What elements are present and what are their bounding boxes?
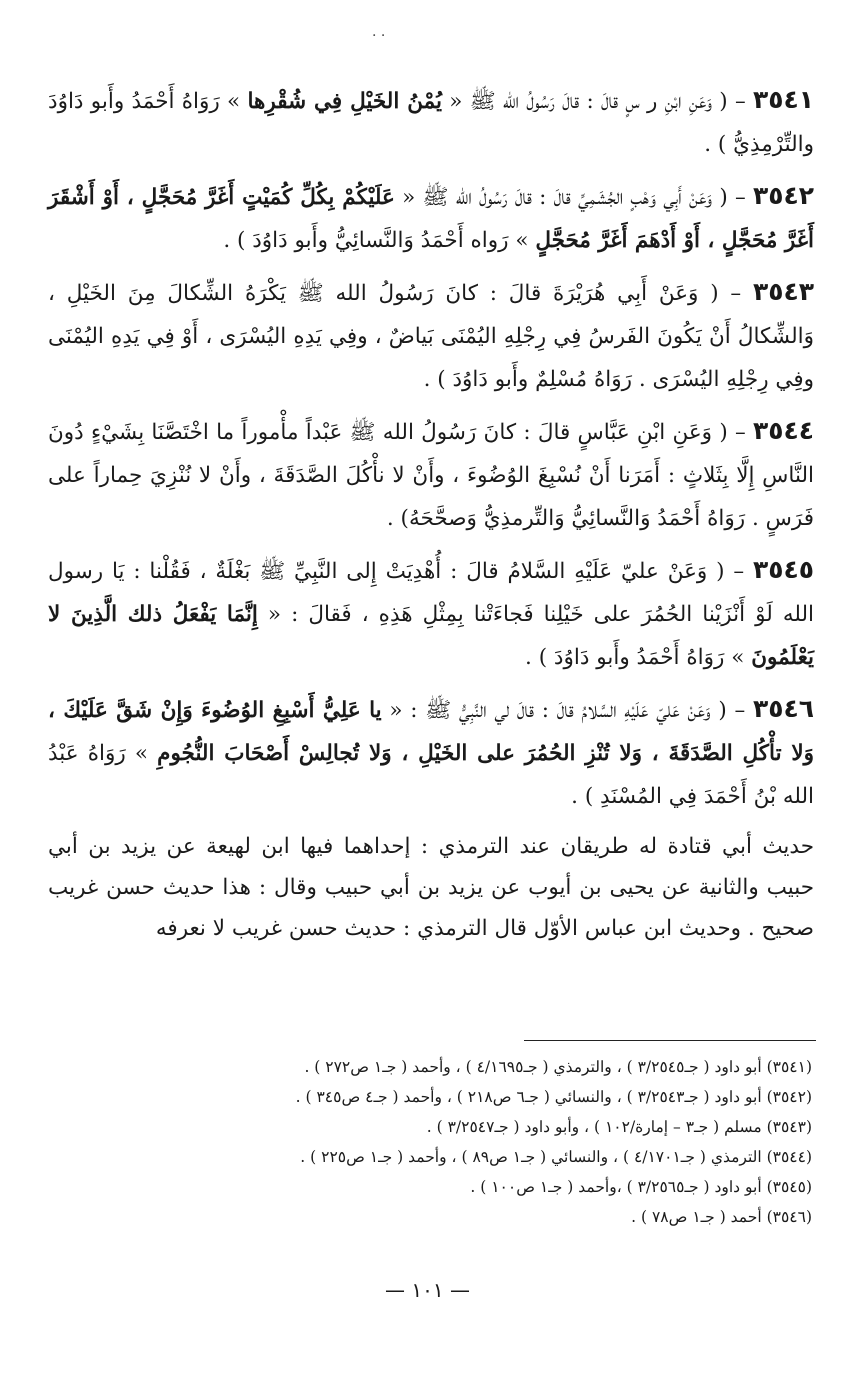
hadith-paragraph xyxy=(48,548,814,679)
hadith-text: – ( وَعَنْ عليّ عَلَيْهِ السَّلامُ قالَ : أُهْدِيَتْ إِلى النَّبِيِّ ﷺ بَغْلَةٌ ، فَقُلْنا : يَا رسول الله لَوْ أَنْزَيْنا الحُمُرَ على خَيْلِنا فَجاءَتْنا بِمِثْلِ هَذِهِ ، فَقالَ : « xyxy=(48,559,814,627)
footnote-item: (٣٥٤٣) مسلم ( جـ٣ – إمارة/١٠٢ ) ، وأبو داود ( جـ٣/٢٥٤٧ ) . xyxy=(426,1118,812,1136)
hadith-paragraph xyxy=(48,687,814,818)
page-number: — ١٠١ — xyxy=(385,1278,470,1302)
hadith-number: ٣٥٤١ xyxy=(752,85,815,114)
hadith-quote: إِنَّمَا يَفْعَلُ ذلك الَّذِينَ لا يَعْلَمُونَ xyxy=(48,602,814,670)
footnote-item: (٣٥٤٢) أبو داود ( جـ٣/٢٥٤٣ ) ، والنسائي ( جـ٦ ص٢١٨ ) ، وأحمد ( جـ٤ ص٣٤٥ ) . xyxy=(295,1088,812,1106)
hadith-quote: يا عَلِيُّ أَسْبِغِ الوُضُوءَ وَإِنْ شَقَّ عَلَيْكَ ، وَلا تأْكُلِ الصَّدَقَةَ ، وَلا تُنْزِ الحُمُرَ على الخَيْلِ ، وَلا تُجالِسْ أَصْحَابَ النُّجُومِ xyxy=(48,698,814,766)
hadith-text: – ( وَعَنْ عَليّ عَلَيْهِ السَّلامُ قالَ : قالَ لي النَّبِيُّ ﷺ : « xyxy=(381,698,753,723)
hadith-paragraph xyxy=(48,174,814,262)
footnote-item: (٣٥٤٦) أحمد ( جـ١ ص٧٨ ) . xyxy=(631,1208,812,1226)
header-dots: · · xyxy=(372,28,386,44)
hadith-text: » رَواه أَحْمَدُ وَالنَّسائِيُّ وأَبو دَاوُدَ ) . xyxy=(223,228,536,253)
hadith-paragraph xyxy=(48,409,814,540)
hadith-quote: عَلَيْكُمْ بِكُلِّ كُمَيْتٍ أَغَرَّ مُحَجَّلٍ ، أَوْ أَشْقَرَ أَغَرَّ مُحَجَّلٍ ، أَوْ أَدْهَمَ أَغَرَّ مُحَجَّلٍ xyxy=(48,185,814,253)
footnote-item: (٣٥٤٥) أبو داود ( جـ٣/٢٥٦٥ ) ،وأحمد ( جـ١ ص١٠٠ ) . xyxy=(470,1178,812,1196)
hadith-text: – ( وَعَنْ أَبِي وَهْبٍ الجُشَمِيِّ قالَ : قالَ رَسُولُ الله ﷺ « xyxy=(394,185,753,210)
commentary-text: حديث أبي قتادة له طريقان عند الترمذي : إحداهما فيها ابن لهيعة عن يزيد بن أبي حبيب والثانية عن يحيى بن أيوب عن يزيد بن أبي حبيب وقال : هذا حديث حسن غريب صحيح . وحديث ابن عباس الأوّل قال الترمذي : حديث حسن غريب لا نعرفه xyxy=(48,834,814,941)
hadith-list xyxy=(48,78,814,971)
hadith-number: ٣٥٤٤ xyxy=(752,416,814,445)
hadith-paragraph xyxy=(48,78,814,166)
hadith-text: – ( وَعَنِ ابْنِ ﺭ سٍ قالَ : قالَ رَسُولُ الله ﷺ « xyxy=(442,89,753,114)
hadith-number: ٣٥٤٥ xyxy=(752,555,814,584)
hadith-number: ٣٥٤٢ xyxy=(752,181,815,210)
hadith-text: » رَوَاهُ عَبْدُ الله بْنُ أَحْمَدَ فِي المُسْنَدِ ) . xyxy=(48,741,814,809)
hadith-number: ٣٥٤٦ xyxy=(752,694,814,723)
footnote-item: (٣٥٤١) أبو داود ( جـ٣/٢٥٤٥ ) ، والترمذي ( جـ٤/١٦٩٥ ) ، وأحمد ( جـ١ ص٢٧٢ ) . xyxy=(304,1058,812,1076)
hadith-paragraph xyxy=(48,270,814,401)
footnote-separator xyxy=(524,1040,816,1041)
hadith-text: » رَوَاهُ أَحْمَدُ وأَبو دَاوُدَ والتِّرْمِذِيُّ ) . xyxy=(48,89,814,157)
hadith-number: ٣٥٤٣ xyxy=(752,277,814,306)
hadith-quote: يُمْنُ الخَيْلِ فِي شُقْرِها xyxy=(247,89,442,114)
hadith-text: – ( وَعَنِ ابْنِ عَبَّاسٍ قالَ : كانَ رَسُولُ الله ﷺ عَبْداً مأْموراً ما اخْتَصَّنَا بِشَيْءٍ دُونَ النَّاسِ إِلَّا بِثَلاثٍ : أَمَرَنا أَنْ نُسْبِغَ الوُضُوءَ ، وأَنْ لا نأْكُلَ الصَّدَقَةَ ، وأَنْ لا نُنْزِيَ حِماراً على فَرَسٍ . رَوَاهُ أَحْمَدُ وَالنَّسائِيُّ وَالتِّرمذِيُّ وَصحَّحَهُ) . xyxy=(48,420,814,531)
hadith-text: » رَوَاهُ أَحْمَدُ وأَبو دَاوُدَ ) . xyxy=(525,645,752,670)
footnotes xyxy=(48,1052,812,1232)
footnote-item: (٣٥٤٤) الترمذي ( جـ٤/١٧٠١ ) ، والنسائي ( جـ١ ص٨٩ ) ، وأحمد ( جـ١ ص٢٢٥ ) . xyxy=(300,1148,812,1166)
hadith-text: – ( وَعَنْ أَبِي هُرَيْرَةَ قالَ : كانَ رَسُولُ الله ﷺ يَكْرَهُ الشِّكالَ مِنَ الخَيْلِ ، وَالشِّكالُ أَنْ يَكُونَ الفَرسُ فِي رِجْلِهِ اليُمْنَى بَياضٌ ، وفِي يَدِهِ اليُسْرَى ، أَوْ فِي يَدِهِ اليُمْنَى وفِي رِجْلِهِ اليُسْرَى . رَوَاهُ مُسْلِمٌ وأَبو دَاوُدَ ) . xyxy=(48,281,814,392)
